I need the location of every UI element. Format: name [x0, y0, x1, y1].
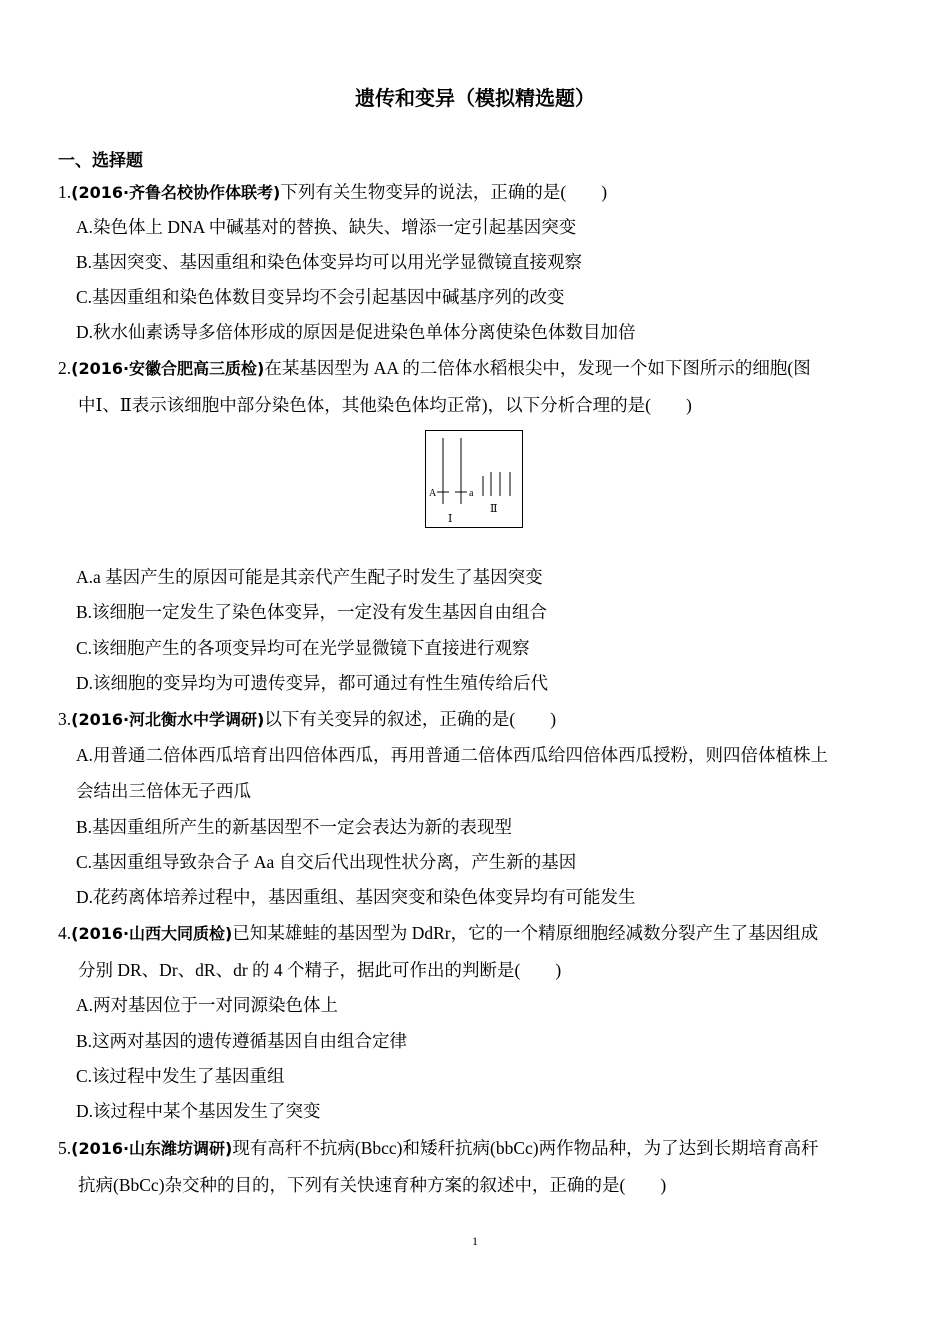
option-d: D.该过程中某个基因发生了突变 — [76, 1101, 321, 1121]
question-source: (2016·山西大同质检) — [71, 924, 233, 943]
option-a: A.染色体上 DNA 中碱基对的替换、缺失、增添一定引起基因突变 — [76, 217, 577, 237]
question-number: 2. — [58, 358, 72, 378]
section-heading: 一、选择题 — [58, 151, 143, 171]
option-b: B.基因重组所产生的新基因型不一定会表达为新的表现型 — [76, 817, 513, 837]
question-1-stem — [58, 180, 607, 205]
question-4-stem-cont: 分别 DR、Dr、dR、dr 的 4 个精子，据此可作出的判断是( ) — [78, 960, 562, 980]
question-5-stem-cont: 抗病(BbCc)杂交种的目的，下列有关快速育种方案的叙述中，正确的是( ) — [78, 1175, 667, 1195]
question-text: 以下有关变异的叙述，正确的是( ) — [264, 709, 557, 729]
question-2-stem-cont: 中Ⅰ、Ⅱ表示该细胞中部分染色体，其他染色体均正常)，以下分析合理的是( ) — [78, 395, 692, 415]
option-d: D.秋水仙素诱导多倍体形成的原因是促进染色单体分离使染色体数目加倍 — [76, 322, 636, 342]
option-c: C.该细胞产生的各项变异均可在光学显微镜下直接进行观察 — [76, 638, 530, 658]
question-5-stem — [58, 1136, 819, 1161]
question-3-stem — [58, 707, 556, 732]
option-b: B.基因突变、基因重组和染色体变异均可以用光学显微镜直接观察 — [76, 252, 583, 272]
option-c: C.基因重组导致杂合子 Aa 自交后代出现性状分离，产生新的基因 — [76, 852, 577, 872]
option-a: A.a 基因产生的原因可能是其亲代产生配子时发生了基因突变 — [76, 567, 543, 587]
question-4-stem — [58, 921, 818, 946]
question-source: (2016·齐鲁名校协作体联考) — [71, 183, 281, 202]
option-d: D.花药离体培养过程中，基因重组、基因突变和染色体变异均有可能发生 — [76, 887, 636, 907]
label-A: A — [429, 488, 437, 499]
question-number: 5. — [58, 1138, 72, 1158]
question-number: 4. — [58, 923, 72, 943]
option-d: D.该细胞的变异均为可遗传变异，都可通过有性生殖传给后代 — [76, 673, 549, 693]
question-2-stem — [58, 356, 811, 381]
label-I: Ⅰ — [448, 512, 453, 525]
question-source: (2016·山东潍坊调研) — [71, 1139, 233, 1158]
chromosome-figure — [425, 430, 523, 528]
question-number: 3. — [58, 709, 72, 729]
label-a: a — [469, 488, 474, 499]
question-text: 已知某雄蛙的基因型为 DdRr，它的一个精原细胞经减数分裂产生了基因组成 — [232, 923, 819, 943]
question-text: 在某基因型为 AA 的二倍体水稻根尖中，发现一个如下图所示的细胞(图 — [264, 358, 811, 378]
question-source: (2016·安徽合肥高三质检) — [71, 359, 265, 378]
figure-border — [426, 431, 523, 528]
question-text: 现有高秆不抗病(Bbcc)和矮秆抗病(bbCc)两作物品种，为了达到长期培育高秆 — [232, 1138, 819, 1158]
option-a: A.两对基因位于一对同源染色体上 — [76, 995, 339, 1015]
option-c: C.该过程中发生了基因重组 — [76, 1066, 285, 1086]
option-b: B.该细胞一定发生了染色体变异，一定没有发生基因自由组合 — [76, 602, 548, 622]
option-c: C.基因重组和染色体数目变异均不会引起基因中碱基序列的改变 — [76, 287, 565, 307]
page-title: 遗传和变异（模拟精选题） — [355, 86, 595, 110]
option-b: B.这两对基因的遗传遵循基因自由组合定律 — [76, 1031, 408, 1051]
question-number: 1. — [58, 182, 72, 202]
question-source: (2016·河北衡水中学调研) — [71, 710, 265, 729]
label-II: Ⅱ — [490, 502, 498, 515]
option-a: A.用普通二倍体西瓜培育出四倍体西瓜，再用普通二倍体西瓜给四倍体西瓜授粉，则四倍体植株上 — [76, 745, 829, 765]
option-a-cont: 会结出三倍体无子西瓜 — [76, 781, 251, 801]
question-text: 下列有关生物变异的说法，正确的是( ) — [280, 182, 608, 202]
page-number: 1 — [472, 1234, 478, 1248]
